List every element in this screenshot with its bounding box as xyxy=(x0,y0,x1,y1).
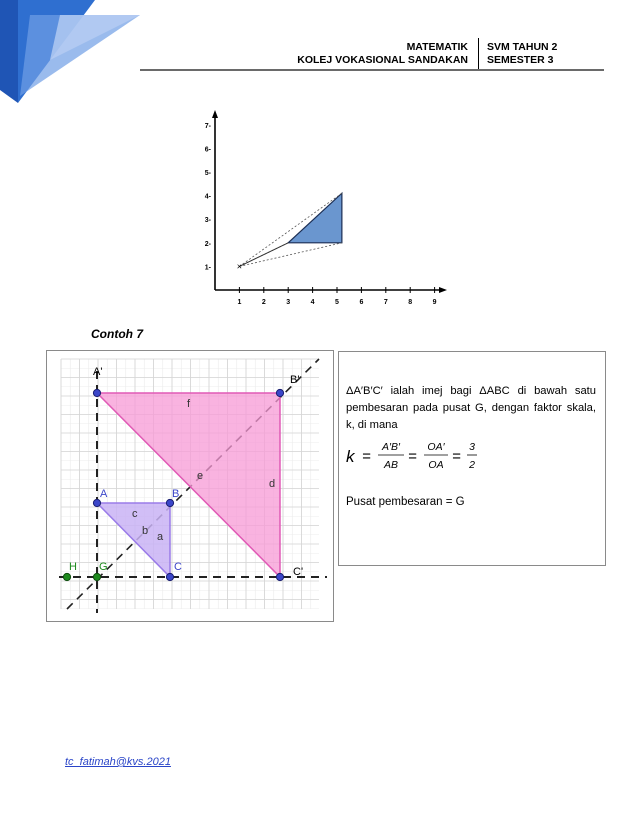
author-footer[interactable]: tc_fatimah@kvs.2021 xyxy=(65,756,171,768)
label-a: A xyxy=(100,488,108,500)
fraction1-denominator: AB xyxy=(383,459,399,471)
fraction2-denominator: OA xyxy=(428,459,444,471)
side-label-f: f xyxy=(187,398,191,410)
y-tick-label: 7- xyxy=(204,122,211,130)
vertex-point xyxy=(276,573,283,580)
image-triangle xyxy=(288,193,342,243)
description-text: ΔA′B′C′ ialah imej bagi ΔABC di bawah satu pembesaran pada pusat G, dengan faktor skala, k, di mana xyxy=(346,385,596,431)
point-h xyxy=(63,573,70,580)
equals-sign-2: = xyxy=(408,448,417,465)
x-tick-label: 9 xyxy=(432,299,437,306)
y-tick-label: 2- xyxy=(204,240,211,248)
side-label-b: b xyxy=(142,525,149,537)
x-tick-label: 6 xyxy=(359,299,364,306)
vertex-point xyxy=(276,389,283,396)
label-b-prime: B' xyxy=(290,374,300,386)
side-label-d: d xyxy=(269,478,276,490)
vertex-point xyxy=(166,499,173,506)
fraction2-numerator: OA′ xyxy=(427,441,445,453)
side-label-e: e xyxy=(197,470,204,482)
x-tick-label: 4 xyxy=(310,299,315,306)
k-symbol: k xyxy=(346,447,355,466)
header-left xyxy=(297,41,468,67)
x-tick-label: 5 xyxy=(335,299,339,306)
y-tick-label: 3- xyxy=(204,217,211,225)
fraction1-numerator: A′B′ xyxy=(382,441,400,453)
enlargement-graph xyxy=(195,110,450,315)
example-graph xyxy=(47,351,333,621)
label-g: G xyxy=(99,561,108,573)
vertex-point xyxy=(166,573,173,580)
example-title: Contoh 7 xyxy=(91,327,143,341)
equals-sign-1: = xyxy=(362,448,371,465)
header-rule xyxy=(140,69,604,71)
y-tick-label: 1- xyxy=(204,264,211,272)
label-b: B xyxy=(172,488,180,500)
corner-decoration xyxy=(0,0,140,105)
label-a-prime: A' xyxy=(93,366,103,378)
center-of-enlargement-text: Pusat pembesaran = G xyxy=(346,496,465,508)
subject-title: MATEMATIK xyxy=(406,41,468,53)
level-label: SVM TAHUN 2 xyxy=(487,41,558,53)
label-c: C xyxy=(174,561,182,573)
header-right xyxy=(487,41,557,67)
ray-to-vertex xyxy=(239,243,288,267)
fraction3-denominator: 2 xyxy=(469,459,475,471)
scale-factor-formula xyxy=(344,436,494,476)
x-tick-label: 8 xyxy=(408,299,413,306)
x-axis-arrow xyxy=(439,287,447,293)
construction-ray xyxy=(239,243,341,267)
y-tick-label: 5- xyxy=(204,170,211,177)
center-cross: × xyxy=(236,261,243,272)
vertex-point xyxy=(93,389,100,396)
y-tick-label: 6- xyxy=(204,146,211,154)
side-label-a: a xyxy=(157,531,164,543)
x-tick-label: 2 xyxy=(261,299,266,306)
y-tick-label: 4- xyxy=(204,193,211,201)
center-point-g xyxy=(93,573,100,580)
label-c-prime: C' xyxy=(293,566,304,578)
x-tick-label: 3 xyxy=(286,299,291,306)
example-graph-box xyxy=(46,350,334,622)
side-label-c: c xyxy=(132,508,138,520)
semester-label: SEMESTER 3 xyxy=(487,54,554,66)
label-h: H xyxy=(69,561,77,573)
y-axis-arrow xyxy=(212,110,218,118)
x-tick-label: 7 xyxy=(383,299,388,306)
institution-name: KOLEJ VOKASIONAL SANDAKAN xyxy=(297,54,468,66)
x-tick-label: 1 xyxy=(237,299,242,306)
equals-sign-3: = xyxy=(452,448,461,465)
header-divider xyxy=(478,38,479,70)
fraction3-numerator: 3 xyxy=(469,441,475,453)
vertex-point xyxy=(93,499,100,506)
